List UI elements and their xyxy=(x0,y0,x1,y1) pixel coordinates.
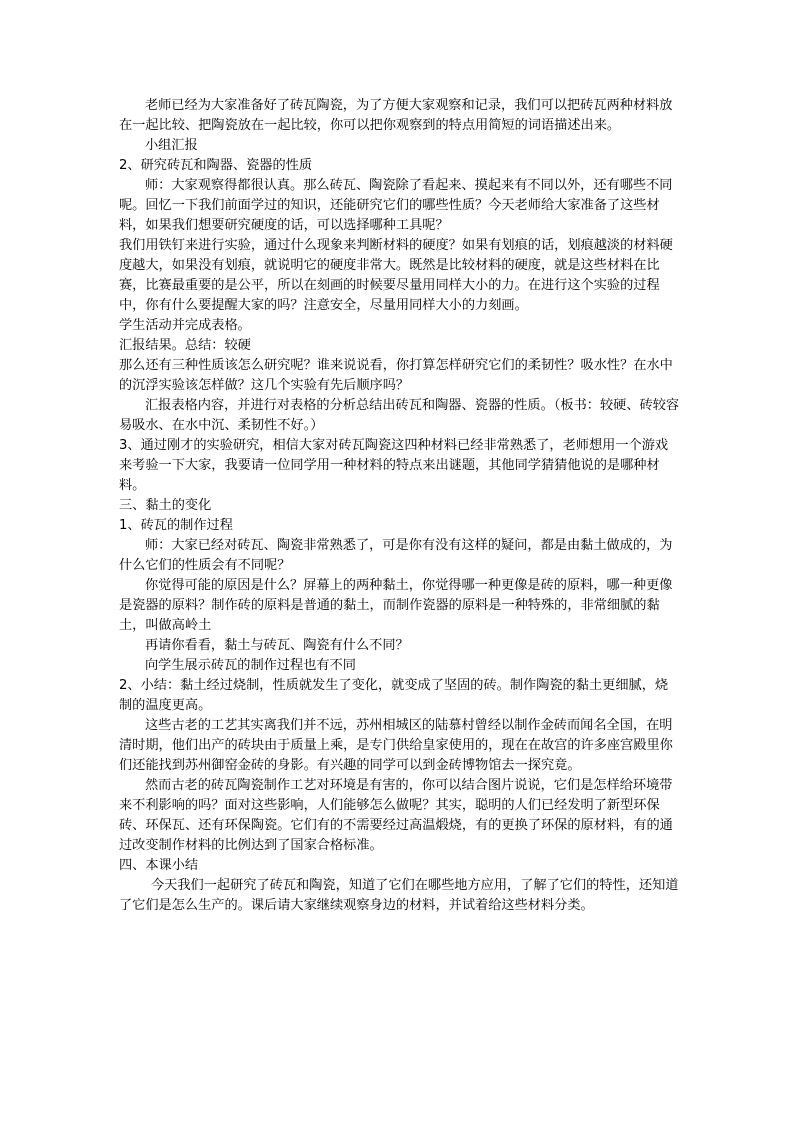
paragraph-teacher-question: 师：大家已经对砖瓦、陶瓷非常熟悉了，可是你有没有这样的疑问，都是由黏土做成的，为什么它们的性质会有不同呢？ xyxy=(119,538,673,573)
paragraph-intro: 老师已经为大家准备好了砖瓦陶瓷，为了方便大家观察和记录，我们可以把砖瓦两种材料放在一起比较、把陶瓷放在一起比较，你可以把你观察到的特点用简短的词语描述出来。 xyxy=(119,98,673,133)
paragraph-teacher-observe: 师：大家观察得都很认真。那么砖瓦、陶瓷除了看起来、摸起来有不同以外，还有哪些不同呢。回忆一下我们前面学过的知识，还能研究它们的哪些性质？今天老师给大家准备了这些材料，如果我们想要研究硬度的话，可以选择哪种工具呢？ xyxy=(119,178,673,233)
paragraph-compare-clay: 再请你看看，黏土与砖瓦、陶瓷有什么不同？ xyxy=(145,638,409,653)
heading-research-properties: 2、研究砖瓦和陶器、瓷器的性质 xyxy=(119,158,313,173)
paragraph-table-summary: 汇报表格内容，并进行对表格的分析总结出砖瓦和陶器、瓷器的性质。（板书：较硬、砖较容易吸水、在水中沉、柔韧性不好。） xyxy=(119,398,680,433)
paragraph-game: 3、通过刚才的实验研究，相信大家对砖瓦陶瓷这四种材料已经非常熟悉了，老师想用一个游戏来考验一下大家，我要请一位同学用一种材料的特点来出谜题，其他同学猜猜他说的是哪种材料。 xyxy=(119,438,669,493)
paragraph-student-activity: 学生活动并完成表格。 xyxy=(119,318,251,333)
document-body xyxy=(119,96,680,916)
heading-lesson-summary: 四、本课小结 xyxy=(119,858,199,873)
heading-brick-process: 1、砖瓦的制作过程 xyxy=(119,518,233,533)
paragraph-lesson-summary: 今天我们一起研究了砖瓦和陶瓷，知道了它们在哪些地方应用，了解了它们的特性，还知道了它们是怎么生产的。课后请大家继续观察身边的材料，并试着给这些材料分类。 xyxy=(119,878,679,913)
paragraph-summary-firing: 2、小结：黏土经过烧制，性质就发生了变化，就变成了坚固的砖。制作陶瓷的黏土更细腻，烧制的温度更高。 xyxy=(119,678,669,713)
paragraph-three-properties: 那么还有三种性质该怎么研究呢？谁来说说看，你打算怎样研究它们的柔韧性？吸水性？在水中的沉浮实验该怎样做？这几个实验有先后顺序吗？ xyxy=(119,358,673,393)
paragraph-two-clays: 你觉得可能的原因是什么？屏幕上的两种黏土，你觉得哪一种更像是砖的原料，哪一种更像是瓷器的原料？制作砖的原料是普通的黏土，而制作瓷器的原料是一种特殊的，非常细腻的黏土，叫做高岭土 xyxy=(119,578,673,633)
paragraph-environment: 然而古老的砖瓦陶瓷制作工艺对环境是有害的，你可以结合图片说说，它们是怎样给环境带来不利影响的吗？面对这些影响，人们能够怎么做呢？其实，聪明的人们已经发明了新型环保砖、环保瓦、还有环保陶瓷。它们有的不需要经过高温煅烧，有的更换了环保的原材料，有的通过改变制作材料的比例达到了国家合格标准。 xyxy=(119,778,673,853)
paragraph-suzhou-brick: 这些古老的工艺其实离我们并不远，苏州相城区的陆慕村曾经以制作金砖而闻名全国，在明清时期，他们出产的砖块由于质量上乘，是专门供给皇家使用的，现在在故宫的许多座宫殿里你们还能找到苏州御窑金砖的身影。有兴趣的同学可以到金砖博物馆去一探究竟。 xyxy=(119,718,673,773)
paragraph-nail-experiment: 我们用铁钉来进行实验，通过什么现象来判断材料的硬度？如果有划痕的话，划痕越淡的材料硬度越大，如果没有划痕，就说明它的硬度非常大。既然是比较材料的硬度，就是这些材料在比赛，比赛最重要的是公平，所以在刻画的时候要尽量用同样大小的力。在进行这个实验的过程中，你有什么要提醒大家的吗？注意安全，尽量用同样大小的力刻画。 xyxy=(119,238,673,313)
paragraph-report-result: 汇报结果。总结：较硬 xyxy=(119,338,251,353)
heading-clay-change: 三、黏土的变化 xyxy=(119,498,212,513)
paragraph-show-process: 向学生展示砖瓦的制作过程也有不同 xyxy=(145,658,356,673)
paragraph-group-report: 小组汇报 xyxy=(145,138,198,153)
